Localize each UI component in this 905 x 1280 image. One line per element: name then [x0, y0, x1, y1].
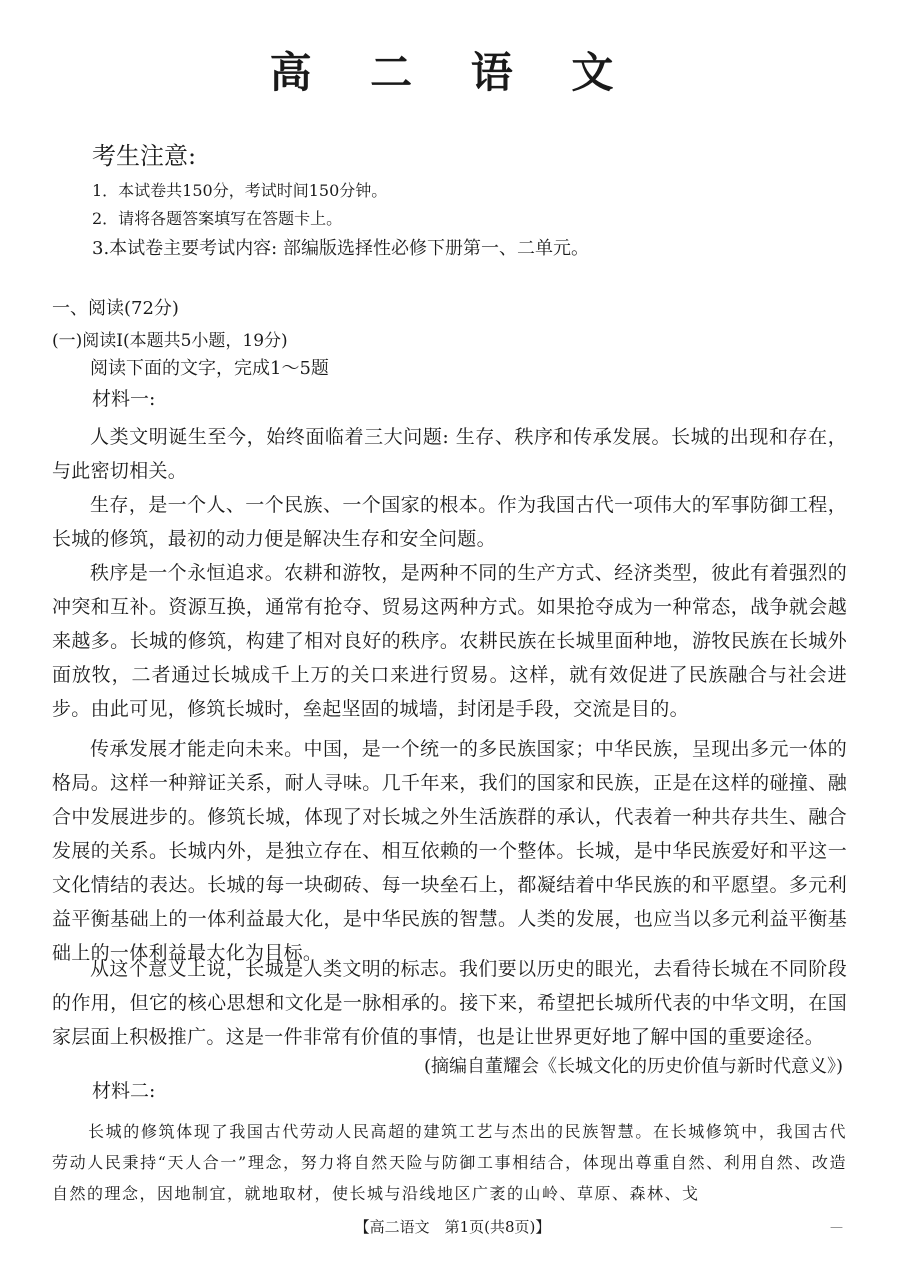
- material1-paragraph: 从这个意义上说，长城是人类文明的标志。我们要以历史的眼光，去看待长城在不同阶段的作用，但它的核心思想和文化是一脉相承的。接下来，希望把长城所代表的中华文明，在国家层面上积极推广。这是一件非常有价值的事情，也是让世界更好地了解中国的重要途径。: [52, 958, 847, 1048]
- material1-paragraph: 生存，是一个人、一个民族、一个国家的根本。作为我国古代一项伟大的军事防御工程，长城的修筑，最初的动力便是解决生存和安全问题。: [52, 494, 847, 550]
- material1-paragraph: 人类文明诞生至今，始终面临着三大问题: 生存、秩序和传承发展。长城的出现和存在，与此密切相关。: [52, 426, 847, 482]
- material2-paragraph: 长城的修筑体现了我国古代劳动人民高超的建筑工艺与杰出的民族智慧。在长城修筑中，我国古代劳动人民秉持“天人合一”理念，努力将自然天险与防御工事相结合，体现出尊重自然、利用自然、改造自然的理念，因地制宜，就地取材，使长城与沿线地区广袤的山岭、草原、森林、戈: [52, 1122, 847, 1203]
- corner-mark: —: [830, 1220, 843, 1235]
- page-footer: 【高二语文 第1页(共8页)】: [354, 1218, 551, 1236]
- subsection-heading: (一)阅读I(本题共5小题，19分): [52, 331, 288, 351]
- material1-paragraph: 传承发展才能走向未来。中国，是一个统一的多民族国家；中华民族，呈现出多元一体的格局。这样一种辩证关系，耐人寻味。几千年来，我们的国家和民族，正是在这样的碰撞、融合中发展进步的。修筑长城，体现了对长城之外生活族群的承认，代表着一种共存共生、融合发展的关系。长城内外，是独立存在、相互依赖的一个整体。长城，是中华民族爱好和平这一文化情结的表达。长城的每一块砌砖、每一块垒石上，都凝结着中华民族的和平愿望。多元利益平衡基础上的一体利益最大化，是中华民族的智慧。人类的发展，也应当以多元利益平衡基础上的一体利益最大化为目标。: [52, 738, 847, 964]
- notice-item-2: 2．请将各题答案填写在答题卡上。: [92, 209, 343, 228]
- instruction: 阅读下面的文字，完成1～5题: [90, 358, 329, 379]
- material1-paragraph: 秩序是一个永恒追求。农耕和游牧，是两种不同的生产方式、经济类型，彼此有着强烈的冲突和互补。资源互换，通常有抢夺、贸易这两种方式。如果抢夺成为一种常态，战争就会越来越多。长城的修筑，构建了相对良好的秩序。农耕民族在长城里面种地，游牧民族在长城外面放牧，二者通过长城成千上万的关口来进行贸易。这样，就有效促进了民族融合与社会进步。由此可见，修筑长城时，垒起坚固的城墙，封闭是手段，交流是目的。: [52, 562, 847, 720]
- section-heading: 一、阅读(72分): [52, 298, 179, 319]
- notice-item-1: 1．本试卷共150分，考试时间150分钟。: [92, 181, 388, 200]
- material1-label: 材料一:: [92, 388, 156, 410]
- material1-source: (摘编自董耀会《长城文化的历史价值与新时代意义》): [423, 1056, 843, 1077]
- page-title: 高 二 语 文: [269, 48, 636, 97]
- notice-heading: 考生注意:: [92, 142, 197, 170]
- material2-label: 材料二:: [92, 1080, 156, 1102]
- notice-item-3: 3.本试卷主要考试内容: 部编版选择性必修下册第一、二单元。: [92, 238, 589, 259]
